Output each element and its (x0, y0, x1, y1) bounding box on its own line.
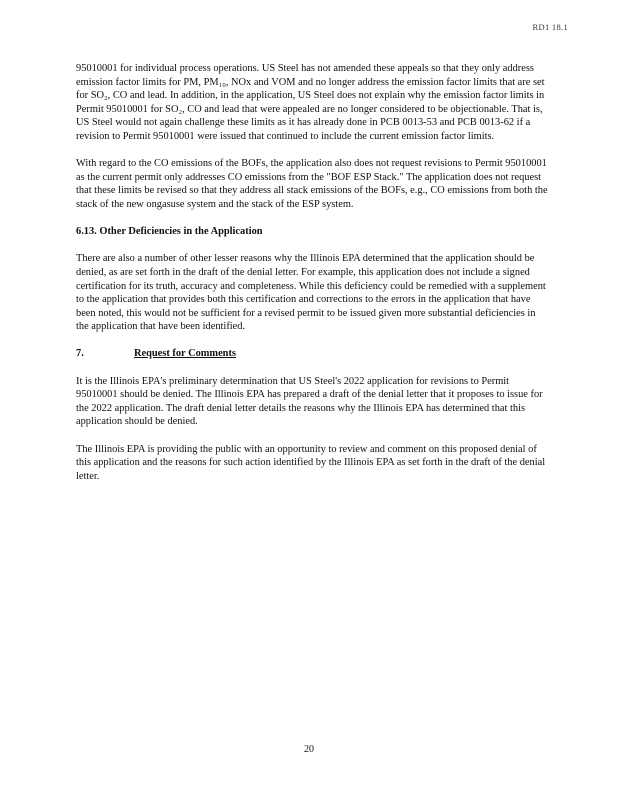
paragraph-co-emissions: With regard to the CO emissions of the BOFs, the application also does not request revisions to Permit 95010001 as the current permit only addresses CO emissions from the "BOF ESP Stack." The application does not request that these limits be revised so that they address all stack emissions of the BOFs, e.g., CO emissions from both the stack of the new ongasuse system and the stack of the ESP system. (76, 158, 548, 210)
document-code: RD1 18.1 (532, 22, 568, 32)
paragraph-appeals: 95010001 for individual process operations. US Steel has not amended these appeals so that they only address emission factor limits for PM, PM₁₀, NOx and VOM and no longer address the emission factor limits that are set for SO₂, CO and lead. In addition, in the application, US Steel does not explain why the emission factor limits in Permit 95010001 for SO₂, CO and lead that were appealed are no longer considered to be objectionable. That is, US Steel would not again challenge these limits as it has already done in PCB 0013-53 and PCB 0013-62 if a revision to Permit 95010001 were issued that continued to include the current emission factor limits. (76, 63, 545, 142)
section-number: 7. (76, 348, 84, 360)
paragraph-public-comment: The Illinois EPA is providing the public with an opportunity to review and comment on this proposed denial of this application and the reasons for such action identified by the Illinois EPA as set forth in the draft of the denial letter. (76, 443, 546, 482)
section-title: Request for Comments (134, 348, 236, 360)
subsection-heading (76, 225, 550, 239)
subsection-title: Other Deficiencies in the Application (99, 226, 263, 238)
subsection-number: 6.13. (76, 226, 97, 238)
section-heading (76, 347, 550, 361)
paragraph-preliminary-determination: It is the Illinois EPA's preliminary determination that US Steel's 2022 application for revisions to Permit 95010001 should be denied. The Illinois EPA has prepared a draft of the denial letter that it proposes to issue for the 2022 application. The draft denial letter details the reasons why the Illinois EPA has determined that this application should be denied. (76, 375, 543, 428)
page-number: 20 (304, 744, 314, 755)
document-body (76, 62, 550, 497)
paragraph-other-deficiencies: There are also a number of other lesser reasons why the Illinois EPA determined that the application should be denied, as are set forth in the draft of the denial letter. For example, this application does not include a signed certification for its truth, accuracy and completeness. While this deficiency could be remedied with a supplement to the application that provides both this certification and corrections to the errors in the application that have been noted, this would not be sufficient for a revised permit to be issued given more substantial deficiencies in the application that have been identified. (76, 253, 546, 333)
